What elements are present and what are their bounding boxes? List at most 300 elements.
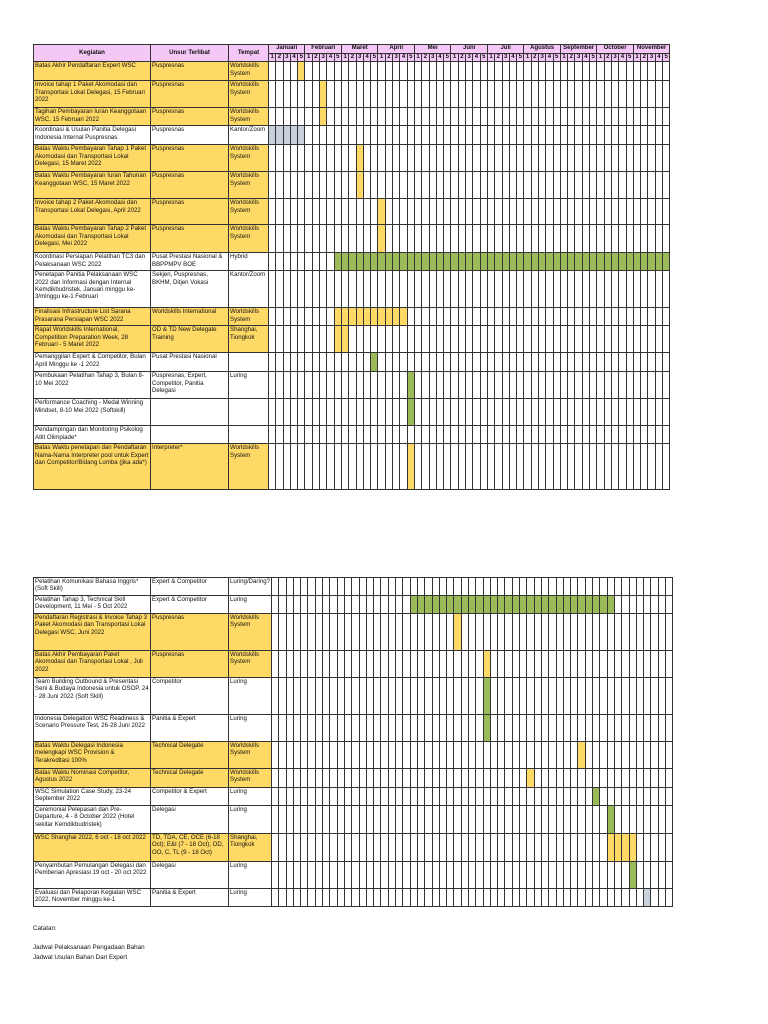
timeline-cell <box>323 862 330 889</box>
timeline-cell <box>271 742 278 769</box>
timeline-cell <box>400 172 407 199</box>
timeline-cell <box>352 742 359 769</box>
timeline-cell <box>512 788 519 806</box>
timeline-cell <box>393 372 400 399</box>
timeline-cell <box>502 81 509 108</box>
activity-cell: Team Building Outbound & Presentasi Seni & Budaya Indonesia untuk OSOP, 24 - 28 Juni 2022 (Soft Skill) <box>34 678 151 715</box>
timeline-cell <box>626 372 633 399</box>
schedule-row <box>34 145 670 172</box>
timeline-bar-cell <box>341 253 348 271</box>
timeline-cell <box>400 399 407 426</box>
location-cell: Worldskills System <box>229 308 269 326</box>
timeline-cell <box>614 806 621 834</box>
timeline-cell <box>388 806 395 834</box>
timeline-cell <box>429 199 436 225</box>
timeline-cell <box>425 614 432 651</box>
timeline-cell <box>600 834 607 862</box>
timeline-cell <box>571 834 578 862</box>
timeline-cell <box>308 596 315 614</box>
timeline-cell <box>658 862 665 889</box>
timeline-cell <box>410 862 417 889</box>
timeline-cell <box>517 81 524 108</box>
timeline-cell <box>517 308 524 326</box>
timeline-cell <box>495 126 502 145</box>
timeline-cell <box>531 444 538 490</box>
timeline-cell <box>439 788 446 806</box>
timeline-cell <box>341 172 348 199</box>
timeline-cell <box>560 172 567 199</box>
timeline-cell <box>447 889 454 907</box>
timeline-cell <box>371 271 378 308</box>
timeline-cell <box>648 399 655 426</box>
timeline-cell <box>363 81 370 108</box>
timeline-cell <box>286 578 293 596</box>
timeline-cell <box>600 678 607 715</box>
notes-line-2: Jadwal Usulan Bahan Dari Expert <box>33 953 128 961</box>
timeline-cell <box>283 81 290 108</box>
timeline-cell <box>305 62 312 81</box>
timeline-cell <box>374 788 381 806</box>
timeline-cell <box>417 769 424 788</box>
timeline-cell <box>502 126 509 145</box>
week-header: 3 <box>503 54 508 60</box>
activity-cell: Batas Waktu Pembayaran Tahap 2 Paket Akomodasi dan Transportasi Lokal Delegasi, Mei 2022 <box>34 225 151 253</box>
timeline-cell <box>349 271 356 308</box>
timeline-cell <box>633 145 640 172</box>
timeline-bar-cell <box>541 596 548 614</box>
timeline-cell <box>301 578 308 596</box>
timeline-cell <box>344 614 351 651</box>
timeline-cell <box>414 126 421 145</box>
timeline-bar-cell <box>578 596 585 614</box>
timeline-cell <box>458 308 465 326</box>
timeline-cell <box>381 578 388 596</box>
participants-cell: Puspresnas <box>151 651 229 678</box>
timeline-cell <box>400 199 407 225</box>
timeline-cell <box>276 308 283 326</box>
timeline-cell <box>293 862 300 889</box>
timeline-cell <box>495 372 502 399</box>
timeline-cell <box>466 81 473 108</box>
timeline-cell <box>651 806 658 834</box>
timeline-cell <box>476 715 483 742</box>
timeline-cell <box>298 225 305 253</box>
timeline-cell <box>585 806 592 834</box>
timeline-cell <box>498 715 505 742</box>
timeline-cell <box>531 326 538 353</box>
timeline-cell <box>283 172 290 199</box>
timeline-cell <box>651 678 658 715</box>
timeline-cell <box>607 678 614 715</box>
timeline-cell <box>330 678 337 715</box>
timeline-cell <box>541 614 548 651</box>
timeline-cell <box>323 596 330 614</box>
timeline-cell <box>476 806 483 834</box>
timeline-cell <box>393 172 400 199</box>
timeline-cell <box>425 862 432 889</box>
timeline-cell <box>563 834 570 862</box>
timeline-cell <box>517 399 524 426</box>
timeline-cell <box>439 678 446 715</box>
timeline-cell <box>279 862 286 889</box>
timeline-cell <box>363 271 370 308</box>
timeline-cell <box>495 145 502 172</box>
timeline-cell <box>323 788 330 806</box>
timeline-cell <box>422 353 429 372</box>
timeline-cell <box>290 326 297 353</box>
timeline-cell <box>422 326 429 353</box>
timeline-cell <box>451 199 458 225</box>
timeline-cell <box>556 834 563 862</box>
timeline-cell <box>312 308 319 326</box>
timeline-cell <box>498 651 505 678</box>
timeline-cell <box>439 578 446 596</box>
timeline-cell <box>344 651 351 678</box>
timeline-cell <box>636 834 643 862</box>
timeline-cell <box>556 715 563 742</box>
timeline-cell <box>458 81 465 108</box>
timeline-cell <box>614 788 621 806</box>
timeline-cell <box>487 145 494 172</box>
location-cell: Worldskills System <box>229 81 269 108</box>
timeline-cell <box>614 578 621 596</box>
timeline-cell <box>308 578 315 596</box>
timeline-cell <box>385 399 392 426</box>
timeline-cell <box>571 889 578 907</box>
timeline-cell <box>269 253 276 271</box>
timeline-cell <box>473 399 480 426</box>
timeline-cell <box>556 862 563 889</box>
timeline-cell <box>301 715 308 742</box>
timeline-cell <box>483 889 490 907</box>
timeline-bar-cell <box>524 253 531 271</box>
timeline-cell <box>512 834 519 862</box>
timeline-cell <box>578 788 585 806</box>
timeline-cell <box>480 326 487 353</box>
timeline-cell <box>648 81 655 108</box>
timeline-cell <box>385 426 392 444</box>
timeline-cell <box>451 271 458 308</box>
timeline-bar-cell <box>476 596 483 614</box>
activity-cell: WSC Shanghai 2022, 6 oct - 18 oct 2022 <box>34 834 151 862</box>
timeline-cell <box>593 614 600 651</box>
timeline-cell <box>604 308 611 326</box>
timeline-cell <box>378 444 385 490</box>
timeline-cell <box>298 172 305 199</box>
timeline-cell <box>337 678 344 715</box>
location-cell: Worldskills System <box>229 769 272 788</box>
timeline-cell <box>305 126 312 145</box>
timeline-cell <box>520 862 527 889</box>
timeline-cell <box>509 145 516 172</box>
timeline-cell <box>279 742 286 769</box>
timeline-cell <box>283 253 290 271</box>
timeline-cell <box>473 426 480 444</box>
timeline-bar-cell <box>356 145 363 172</box>
timeline-bar-cell <box>480 253 487 271</box>
timeline-cell <box>590 172 597 199</box>
timeline-cell <box>560 108 567 126</box>
timeline-cell <box>520 678 527 715</box>
timeline-cell <box>663 145 670 172</box>
timeline-cell <box>466 444 473 490</box>
participants-cell <box>151 426 229 444</box>
timeline-cell <box>641 126 648 145</box>
timeline-cell <box>658 742 665 769</box>
timeline-cell <box>374 834 381 862</box>
timeline-cell <box>651 889 658 907</box>
timeline-cell <box>490 678 497 715</box>
timeline-cell <box>444 126 451 145</box>
timeline-cell <box>327 399 334 426</box>
timeline-cell <box>323 678 330 715</box>
schedule-row <box>34 108 670 126</box>
timeline-cell <box>286 614 293 651</box>
timeline-cell <box>451 225 458 253</box>
timeline-cell <box>301 806 308 834</box>
timeline-cell <box>531 399 538 426</box>
timeline-cell <box>337 715 344 742</box>
timeline-cell <box>436 172 443 199</box>
participants-cell: Puspresnas, Expert, Competitor, Panitia Delegasi <box>151 372 229 399</box>
timeline-cell <box>323 742 330 769</box>
timeline-cell <box>604 444 611 490</box>
timeline-cell <box>538 225 545 253</box>
timeline-bar-cell <box>341 308 348 326</box>
timeline-cell <box>447 862 454 889</box>
timeline-cell <box>414 199 421 225</box>
timeline-cell <box>417 651 424 678</box>
timeline-cell <box>349 81 356 108</box>
timeline-cell <box>502 172 509 199</box>
schedule-row <box>34 769 673 788</box>
timeline-cell <box>556 788 563 806</box>
timeline-cell <box>269 271 276 308</box>
timeline-cell <box>633 426 640 444</box>
timeline-cell <box>352 715 359 742</box>
timeline-cell <box>344 769 351 788</box>
timeline-cell <box>286 742 293 769</box>
timeline-cell <box>429 108 436 126</box>
timeline-cell <box>505 862 512 889</box>
timeline-cell <box>512 769 519 788</box>
timeline-cell <box>568 62 575 81</box>
timeline-cell <box>607 614 614 651</box>
activity-cell: Evaluasi dan Pelaporan Kegiatan WSC 2022, November minggu ke-1 <box>34 889 151 907</box>
timeline-cell <box>626 308 633 326</box>
timeline-cell <box>381 596 388 614</box>
timeline-cell <box>619 308 626 326</box>
timeline-cell <box>393 426 400 444</box>
timeline-cell <box>315 769 322 788</box>
timeline-cell <box>356 326 363 353</box>
timeline-cell <box>363 225 370 253</box>
timeline-cell <box>658 596 665 614</box>
timeline-cell <box>466 62 473 81</box>
timeline-cell <box>473 271 480 308</box>
timeline-cell <box>327 126 334 145</box>
timeline-cell <box>425 715 432 742</box>
timeline-cell <box>388 596 395 614</box>
timeline-cell <box>633 62 640 81</box>
timeline-cell <box>334 199 341 225</box>
timeline-cell <box>517 108 524 126</box>
timeline-cell <box>473 62 480 81</box>
schedule-row <box>34 225 670 253</box>
week-header: 4 <box>547 54 552 60</box>
timeline-cell <box>385 145 392 172</box>
timeline-cell <box>279 788 286 806</box>
timeline-cell <box>619 399 626 426</box>
timeline-cell <box>490 651 497 678</box>
timeline-cell <box>651 578 658 596</box>
timeline-cell <box>393 145 400 172</box>
week-header: 4 <box>474 54 479 60</box>
timeline-cell <box>407 426 414 444</box>
timeline-cell <box>312 444 319 490</box>
timeline-cell <box>276 225 283 253</box>
timeline-cell <box>593 651 600 678</box>
timeline-cell <box>490 788 497 806</box>
timeline-cell <box>483 578 490 596</box>
timeline-cell <box>422 426 429 444</box>
timeline-cell <box>407 308 414 326</box>
week-header: 5 <box>518 54 522 60</box>
timeline-cell <box>461 578 468 596</box>
timeline-cell <box>454 578 461 596</box>
timeline-cell <box>378 145 385 172</box>
timeline-cell <box>593 834 600 862</box>
timeline-cell <box>327 62 334 81</box>
timeline-cell <box>359 678 366 715</box>
timeline-cell <box>341 199 348 225</box>
timeline-cell <box>590 372 597 399</box>
timeline-cell <box>363 426 370 444</box>
timeline-cell <box>648 326 655 353</box>
timeline-cell <box>396 614 403 651</box>
timeline-cell <box>330 862 337 889</box>
timeline-cell <box>403 578 410 596</box>
timeline-cell <box>422 271 429 308</box>
participants-cell: Expert & Competitor <box>151 578 229 596</box>
timeline-cell <box>502 353 509 372</box>
timeline-cell <box>563 715 570 742</box>
week-header: 5 <box>628 54 632 60</box>
timeline-cell <box>597 145 604 172</box>
timeline-cell <box>414 444 421 490</box>
schedule-row <box>34 889 673 907</box>
schedule-row <box>34 806 673 834</box>
timeline-cell <box>344 889 351 907</box>
location-cell: Luring <box>229 678 272 715</box>
timeline-cell <box>334 81 341 108</box>
timeline-cell <box>458 399 465 426</box>
timeline-cell <box>378 81 385 108</box>
timeline-cell <box>349 399 356 426</box>
timeline-cell <box>663 271 670 308</box>
timeline-cell <box>607 651 614 678</box>
timeline-cell <box>298 399 305 426</box>
week-header: 1 <box>416 54 420 60</box>
timeline-cell <box>607 742 614 769</box>
timeline-cell <box>320 308 327 326</box>
location-cell: Luring <box>229 788 272 806</box>
month-header: Maret <box>341 45 377 54</box>
participants-cell: Delegasi <box>151 862 229 889</box>
timeline-cell <box>276 253 283 271</box>
timeline-cell <box>432 578 439 596</box>
timeline-bar-cell <box>378 199 385 225</box>
timeline-cell <box>563 788 570 806</box>
timeline-cell <box>582 353 589 372</box>
timeline-cell <box>366 834 373 862</box>
timeline-cell <box>286 678 293 715</box>
timeline-cell <box>334 353 341 372</box>
timeline-cell <box>571 715 578 742</box>
timeline-cell <box>334 108 341 126</box>
timeline-cell <box>363 145 370 172</box>
timeline-cell <box>575 199 582 225</box>
timeline-cell <box>381 889 388 907</box>
timeline-cell <box>466 145 473 172</box>
timeline-bar-cell <box>585 596 592 614</box>
location-cell <box>229 399 269 426</box>
timeline-cell <box>663 399 670 426</box>
timeline-cell <box>655 225 662 253</box>
timeline-bar-cell <box>371 353 378 372</box>
timeline-cell <box>305 145 312 172</box>
timeline-cell <box>541 769 548 788</box>
timeline-cell <box>611 108 618 126</box>
timeline-cell <box>334 444 341 490</box>
timeline-cell <box>590 62 597 81</box>
timeline-cell <box>393 225 400 253</box>
timeline-cell <box>633 326 640 353</box>
timeline-bar-cell <box>556 596 563 614</box>
timeline-cell <box>334 145 341 172</box>
timeline-cell <box>283 225 290 253</box>
timeline-bar-cell <box>407 253 414 271</box>
timeline-cell <box>337 578 344 596</box>
timeline-cell <box>286 834 293 862</box>
timeline-cell <box>363 372 370 399</box>
timeline-cell <box>381 862 388 889</box>
timeline-cell <box>641 81 648 108</box>
timeline-cell <box>327 253 334 271</box>
timeline-cell <box>582 62 589 81</box>
timeline-cell <box>439 889 446 907</box>
timeline-cell <box>378 372 385 399</box>
week-header: 2 <box>423 54 428 60</box>
timeline-cell <box>655 353 662 372</box>
timeline-cell <box>290 444 297 490</box>
timeline-bar-cell <box>553 253 560 271</box>
timeline-cell <box>466 426 473 444</box>
column-header-tempat: Tempat <box>229 45 269 62</box>
timeline-cell <box>651 715 658 742</box>
timeline-cell <box>276 199 283 225</box>
timeline-cell <box>666 806 673 834</box>
timeline-cell <box>388 614 395 651</box>
timeline-cell <box>600 862 607 889</box>
timeline-cell <box>549 788 556 806</box>
timeline-cell <box>432 651 439 678</box>
timeline-cell <box>271 578 278 596</box>
timeline-cell <box>385 225 392 253</box>
timeline-cell <box>546 399 553 426</box>
timeline-cell <box>590 326 597 353</box>
timeline-cell <box>393 353 400 372</box>
